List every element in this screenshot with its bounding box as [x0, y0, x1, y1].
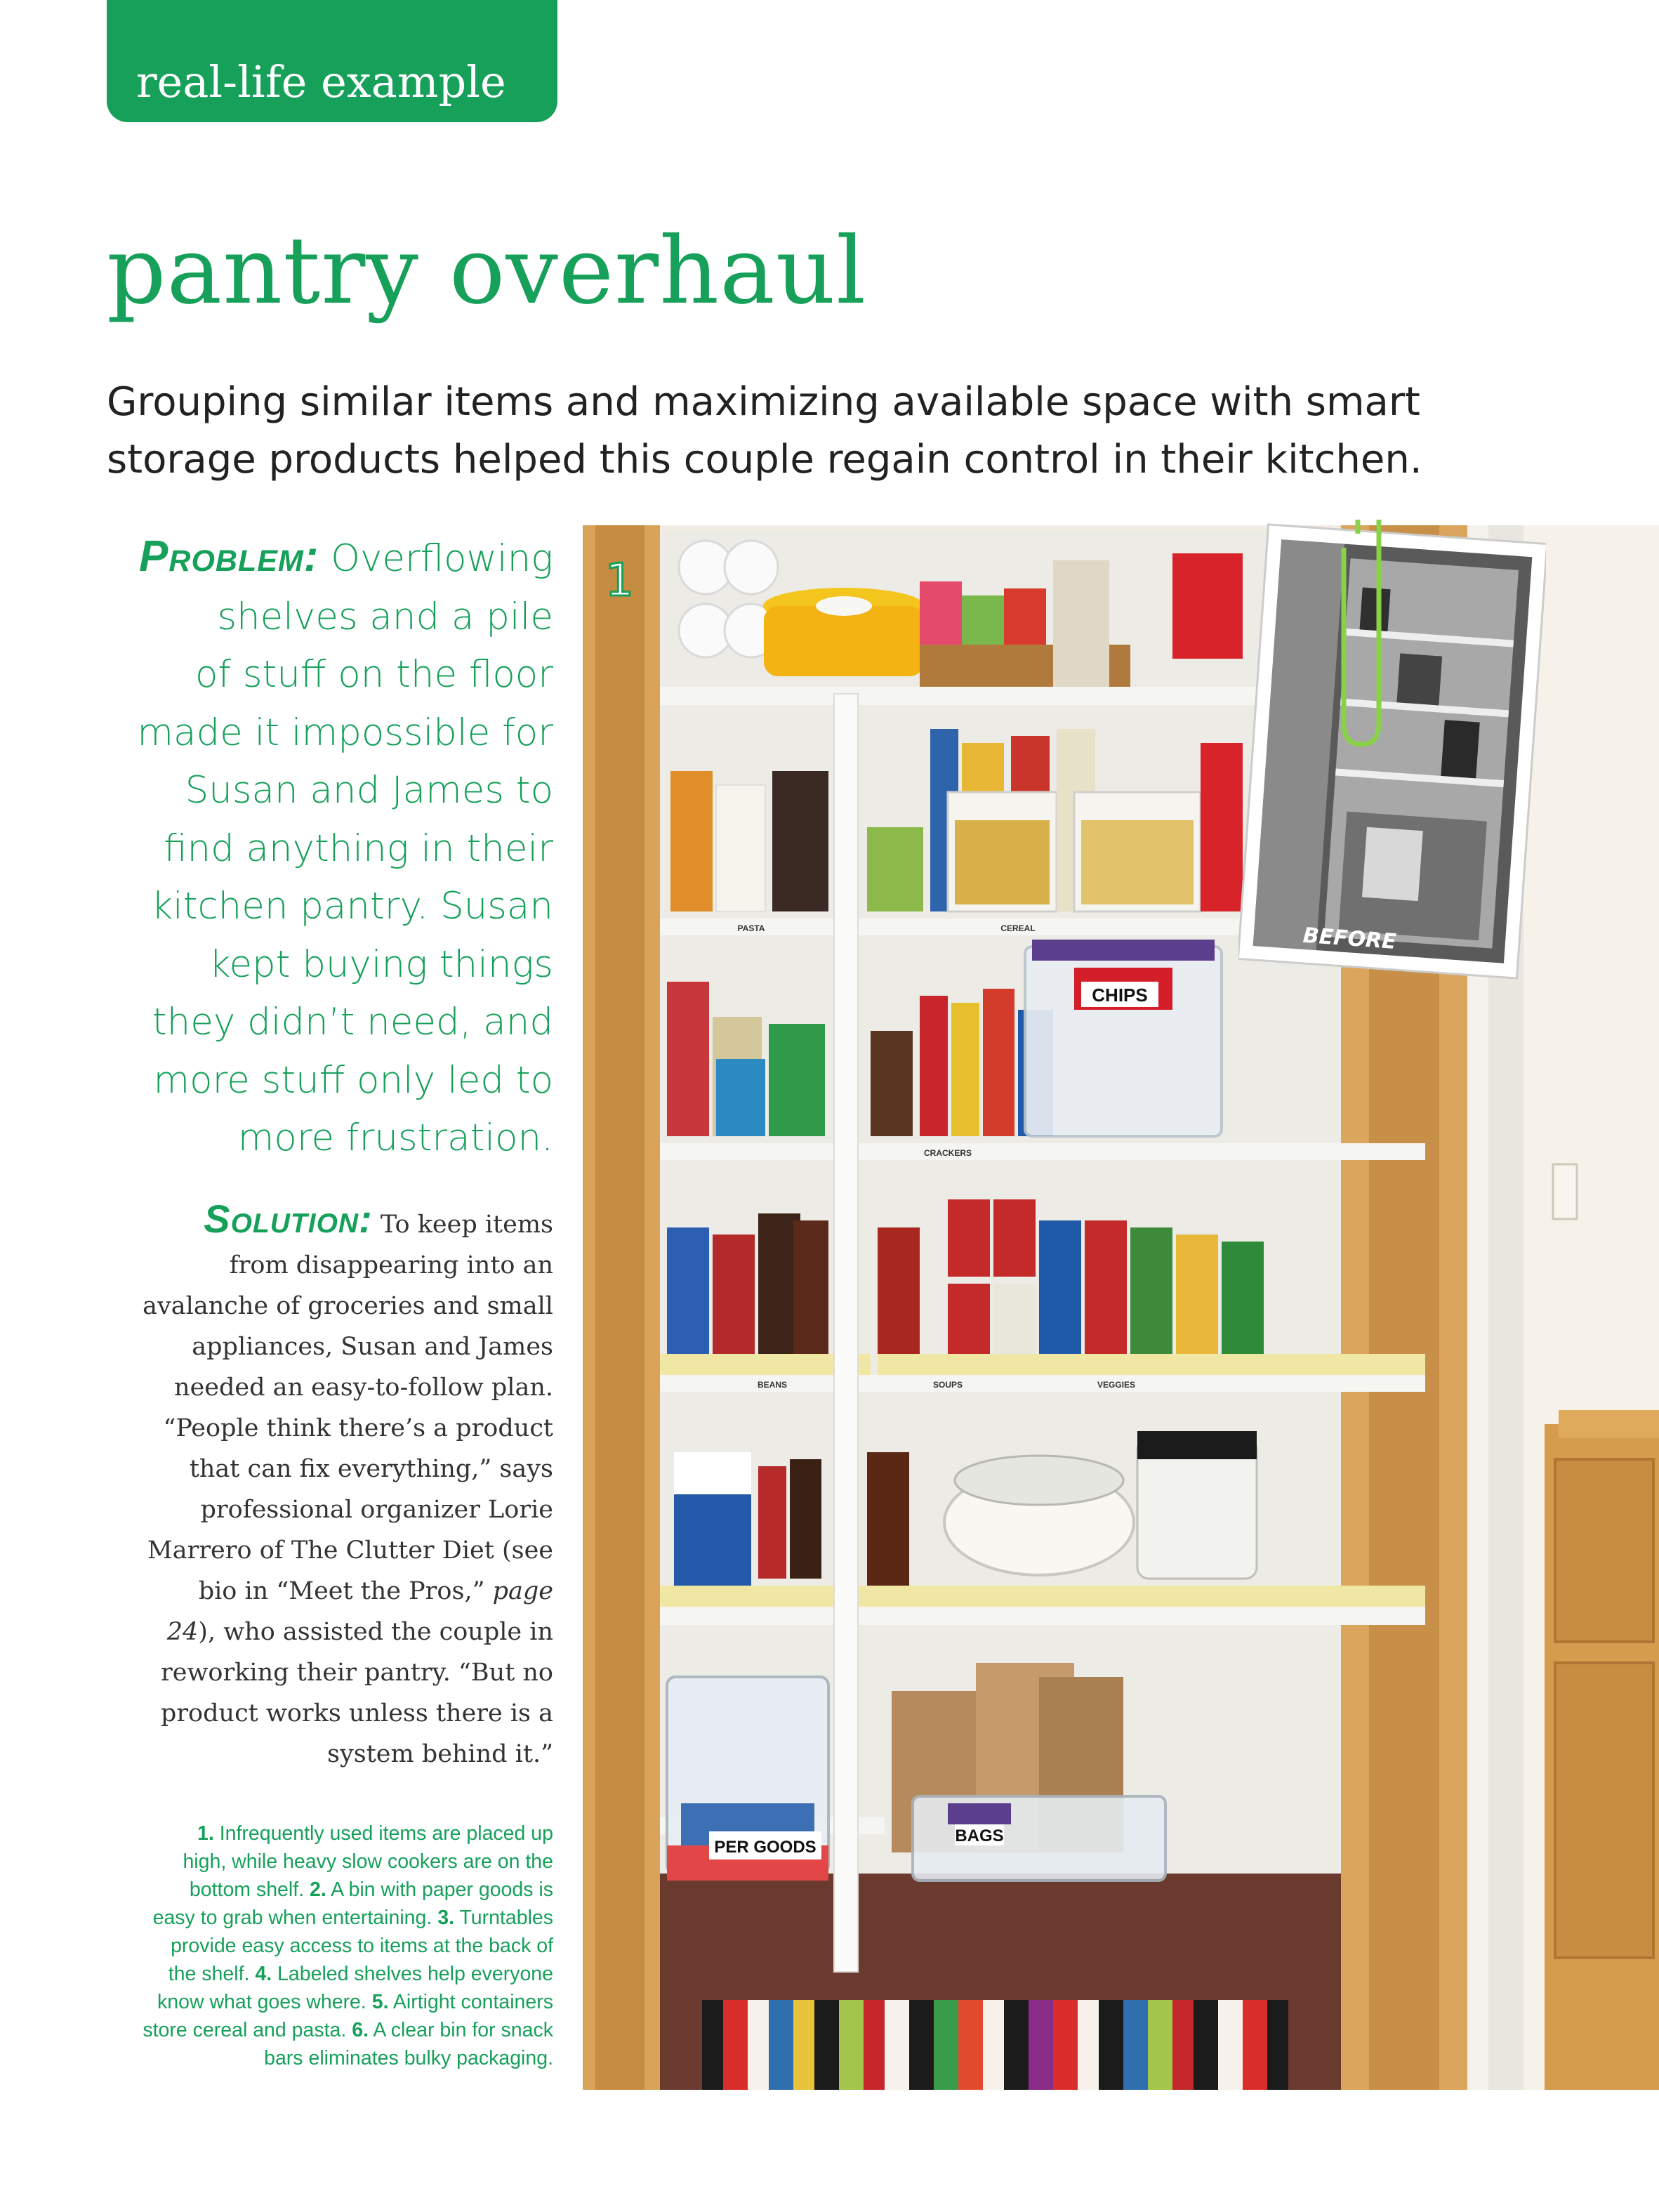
problem-first-line	[98, 528, 553, 588]
shelf-label-cereal: CEREAL	[1000, 923, 1036, 933]
left-column	[98, 528, 553, 2072]
before-inset-photo	[1238, 520, 1546, 994]
problem-line: kept buying things	[209, 942, 553, 986]
chips-bin-label: CHIPS	[1092, 985, 1148, 1006]
article-title: pantry overhaul	[107, 217, 867, 325]
caption-line: easy to grab when entertaining. 3. Turntables	[152, 1906, 553, 1929]
bottom-shelf-items	[667, 1663, 1165, 1881]
solution-line: Marrero of The Clutter Diet (see	[147, 1536, 553, 1565]
solution-line: product works unless there is a	[160, 1699, 553, 1727]
problem-line: made it impossible for	[137, 711, 553, 754]
solution-line: ), who assisted the couple in	[198, 1617, 553, 1646]
solution-line: bio in “Meet the Pros,”	[198, 1576, 485, 1605]
solution-first-line	[98, 1196, 553, 1245]
solution-line: professional organizer Lorie	[200, 1495, 553, 1524]
problem-section	[98, 528, 553, 1168]
solution-line: reworking their pantry. “But no	[161, 1658, 553, 1687]
solution-line: avalanche of groceries and small	[143, 1291, 553, 1320]
page-number: 24	[166, 1617, 199, 1646]
problem-line: find anything in their	[164, 827, 553, 870]
caption-line: provide easy access to items at the back of	[171, 1934, 553, 1957]
solution-page-ref-line	[98, 1612, 553, 1652]
caption-line: know what goes where. 5. Airtight containers	[157, 1990, 553, 2013]
solution-line: appliances, Susan and James	[192, 1332, 553, 1361]
problem-line: more frustration.	[237, 1117, 553, 1159]
photo-captions	[98, 1819, 553, 2072]
caption-line: 1. Infrequently used items are placed up	[197, 1822, 553, 1845]
deck-line: Grouping similar items and maximizing available space with smart	[107, 379, 1420, 425]
problem-line: Overflowing	[331, 537, 553, 580]
shelf-label-pasta: PASTA	[737, 923, 765, 933]
solution-line: from disappearing into an	[229, 1251, 553, 1279]
solution-page-ref-line	[98, 1571, 553, 1612]
bags-bin-label: BAGS	[955, 1826, 1004, 1845]
article-deck	[107, 374, 1616, 489]
shelf-label-soups: SOUPS	[932, 1380, 963, 1390]
solution-line: needed an easy-to-follow plan.	[174, 1373, 553, 1402]
problem-line: more stuff only led to	[153, 1058, 553, 1102]
caption-line: bars eliminates bulky packaging.	[264, 2046, 553, 2069]
caption-line: high, while heavy slow cookers are on the	[183, 1850, 553, 1873]
solution-line: system behind it.”	[327, 1739, 553, 1768]
solution-line: “People think there’s a product	[163, 1414, 553, 1442]
problem-line: they didn’t need, and	[152, 1001, 553, 1044]
deck-line: storage products helped this couple regain control in their kitchen.	[107, 437, 1422, 482]
section-tag-label: real-life example	[136, 56, 506, 107]
shelf-label-veggies: VEGGIES	[1097, 1380, 1136, 1390]
section-tag	[107, 0, 557, 122]
caption-line: bottom shelf. 2. A bin with paper goods is	[189, 1878, 553, 1901]
problem-label: Problem:	[139, 532, 319, 581]
shelf-label-crackers: CRACKERS	[923, 1148, 972, 1158]
shelf-label-beans: BEANS	[757, 1380, 788, 1390]
problem-line: Susan and James to	[185, 769, 553, 812]
caption-line: store cereal and pasta. 6. A clear bin for snack	[143, 2018, 553, 2041]
paper-goods-bin-label: PER GOODS	[714, 1838, 817, 1857]
problem-line: shelves and a pile	[217, 595, 553, 638]
solution-section	[98, 1196, 553, 1775]
solution-line: that can fix everything,” says	[189, 1454, 553, 1483]
striped-rug	[702, 2000, 1288, 2090]
problem-line: of stuff on the floor	[195, 653, 553, 696]
problem-line: kitchen pantry. Susan	[151, 885, 553, 928]
before-label: BEFORE	[1302, 923, 1397, 954]
solution-line: To keep items	[380, 1210, 553, 1239]
caption-line: the shelf. 4. Labeled shelves help everyone	[168, 1962, 553, 1985]
page-word: page	[492, 1576, 553, 1605]
solution-label: Solution:	[204, 1196, 373, 1241]
photo-number-marker: 1	[605, 555, 634, 607]
